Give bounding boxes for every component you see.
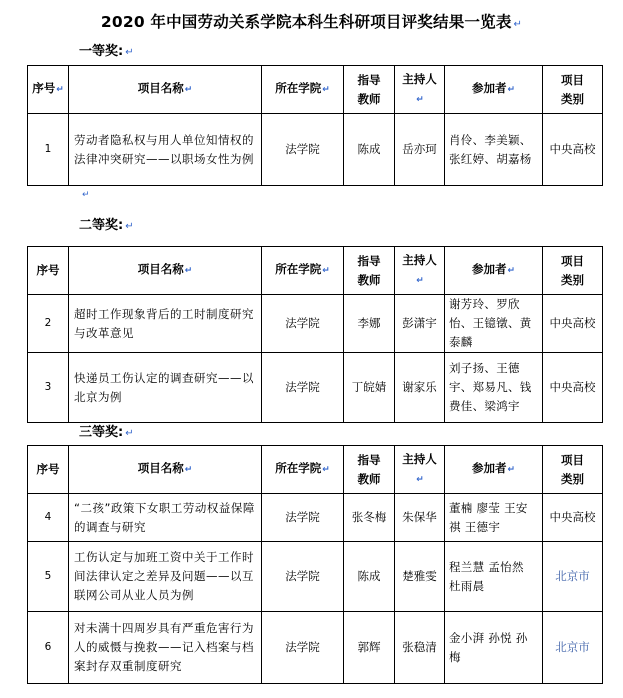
row-college: 法学院 [262,114,344,186]
row-host: 朱保华 [395,494,445,542]
row-participants: 金小湃 孙悦 孙梅 [445,612,543,684]
section-heading-second-prize: 二等奖: ↵ [79,218,134,233]
row-project-name: 劳动者隐私权与用人单位知情权的法律冲突研究——以职场女性为例 [69,114,262,186]
row-advisor: 陈成 [344,542,395,612]
second-prize-table [27,246,603,423]
header-college: 所在学院↵ [262,247,344,295]
row-seq: 5 [28,542,69,612]
header-participants: 参加者↵ [445,247,543,295]
header-participants: 参加者↵ [445,446,543,494]
row-college: 法学院 [262,542,344,612]
row-advisor: 丁皖婧 [344,353,395,423]
row-seq: 6 [28,612,69,684]
header-college: 所在学院↵ [262,446,344,494]
row-category: 北京市 [543,542,603,612]
paragraph-mark-icon: ↵ [513,19,523,30]
row-category: 中央高校 [543,295,603,353]
table-row [28,542,603,612]
table-header-row [28,66,603,114]
row-seq: 2 [28,295,69,353]
header-name: 项目名称↵ [69,446,262,494]
row-college: 法学院 [262,494,344,542]
row-host: 彭潇宇 [395,295,445,353]
row-advisor: 郭辉 [344,612,395,684]
first-prize-table [27,65,603,186]
row-participants: 程兰慧 孟怡然 杜雨晨 [445,542,543,612]
header-host: 主持人↵ [395,446,445,494]
header-advisor: 指导 教师 [344,446,395,494]
table-row [28,494,603,542]
header-name: 项目名称↵ [69,247,262,295]
row-category: 中央高校 [543,114,603,186]
row-project-name: 对未满十四周岁具有严重危害行为人的威慑与挽救——记入档案与档案封存双重制度研究 [69,612,262,684]
header-category: 项目 类别 [543,66,603,114]
header-college: 所在学院↵ [262,66,344,114]
paragraph-mark-icon: ↵ [125,221,134,232]
header-seq: 序号↵ [28,66,69,114]
row-participants: 刘子扬、王德宇、郑易凡、钱费佳、梁鸿宇 [445,353,543,423]
paragraph-mark-icon: ↵ [125,428,134,439]
header-seq: 序号 [28,446,69,494]
table-row [28,114,603,186]
header-name: 项目名称↵ [69,66,262,114]
third-prize-table [27,445,603,684]
row-category: 北京市 [543,612,603,684]
table-row [28,353,603,423]
row-college: 法学院 [262,612,344,684]
row-advisor: 陈成 [344,114,395,186]
row-seq: 4 [28,494,69,542]
row-college: 法学院 [262,295,344,353]
row-advisor: 李娜 [344,295,395,353]
row-project-name: 工伤认定与加班工资中关于工作时间法律认定之差异及问题——以互联网公司从业人员为例 [69,542,262,612]
row-host: 楚雅雯 [395,542,445,612]
section-heading-first-prize: 一等奖: ↵ [79,44,134,59]
table-row [28,612,603,684]
row-project-name: “二孩”政策下女职工劳动权益保障的调查与研究 [69,494,262,542]
row-host: 谢家乐 [395,353,445,423]
row-seq: 1 [28,114,69,186]
header-advisor: 指导 教师 [344,66,395,114]
paragraph-mark-icon: ↵ [125,47,134,58]
table-row [28,295,603,353]
header-host: 主持人↵ [395,66,445,114]
row-project-name: 快递员工伤认定的调查研究——以北京为例 [69,353,262,423]
header-host: 主持人↵ [395,247,445,295]
table-header-row [28,247,603,295]
header-advisor: 指导 教师 [344,247,395,295]
row-seq: 3 [28,353,69,423]
header-category: 项目 类别 [543,446,603,494]
page-title: 2020 年中国劳动关系学院本科生科研项目评奖结果一览表 ↵ [100,13,523,31]
header-participants: 参加者↵ [445,66,543,114]
row-category: 中央高校 [543,353,603,423]
row-host: 张稳清 [395,612,445,684]
row-college: 法学院 [262,353,344,423]
header-category: 项目 类别 [543,247,603,295]
row-category: 中央高校 [543,494,603,542]
row-participants: 董楠 廖莹 王安祺 王德宇 [445,494,543,542]
header-seq: 序号 [28,247,69,295]
table-header-row [28,446,603,494]
row-participants: 肖伶、李美颖、张红婷、胡嘉杨 [445,114,543,186]
row-advisor: 张冬梅 [344,494,395,542]
row-host: 岳亦珂 [395,114,445,186]
row-participants: 谢芳玲、罗欣怡、王镱镦、黄泰麟 [445,295,543,353]
row-project-name: 超时工作现象背后的工时制度研究与改革意见 [69,295,262,353]
section-heading-third-prize: 三等奖: ↵ [79,425,134,440]
paragraph-mark-icon: ↵ [82,190,90,200]
